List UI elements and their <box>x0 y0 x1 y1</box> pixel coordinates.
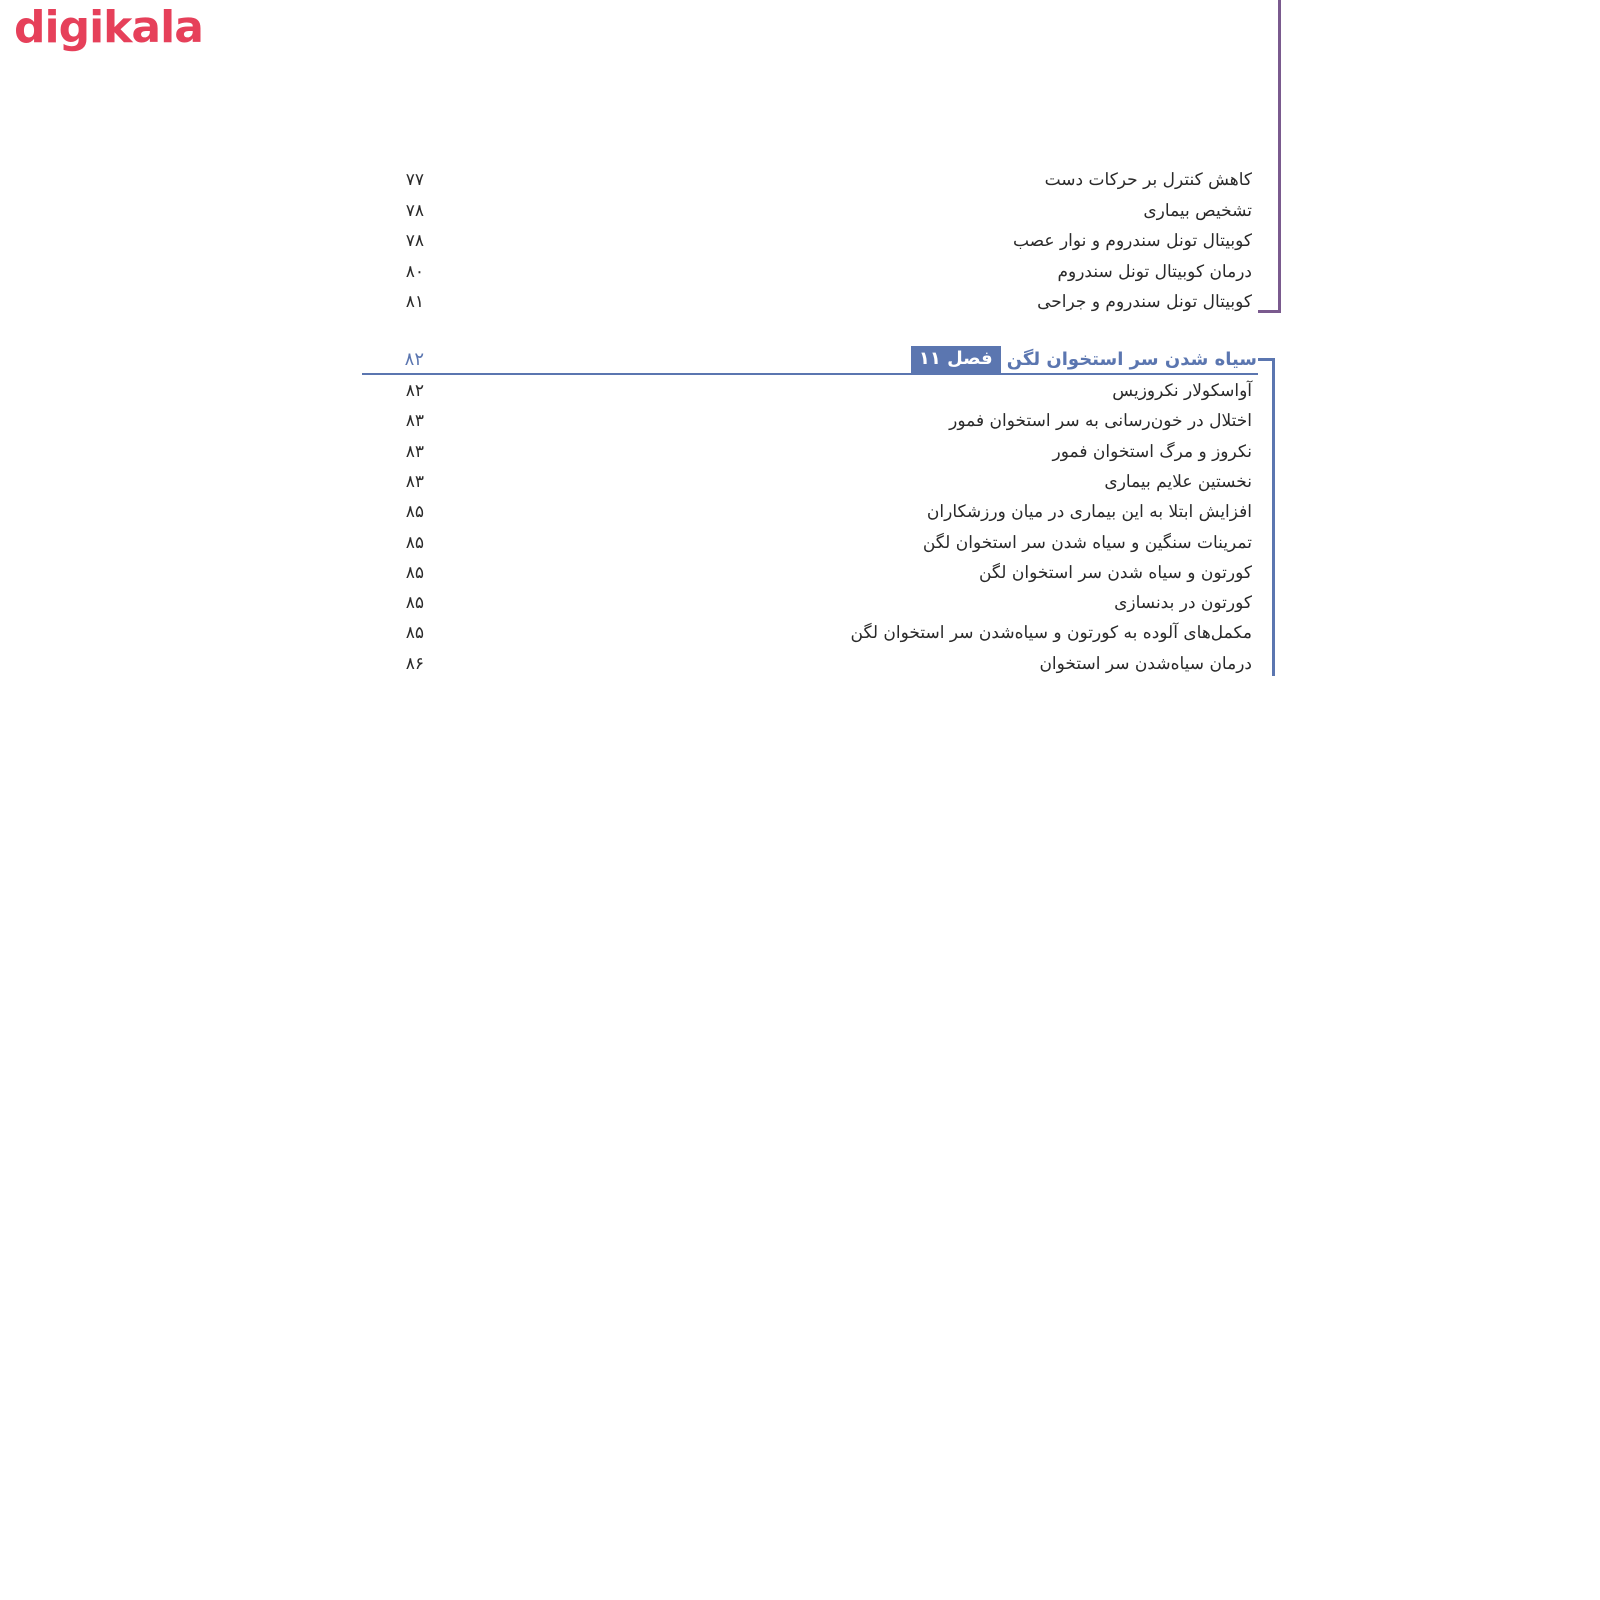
chapter-bracket-head <box>1258 358 1275 361</box>
chapter-page-number: ۸۲ <box>404 348 424 370</box>
toc-entry-page: ۸۰ <box>405 261 424 282</box>
toc-entry[interactable] <box>360 467 1252 497</box>
toc-entry-title: نکروز و مرگ استخوان فمور <box>1052 441 1252 462</box>
toc-entry-page: ۸۶ <box>405 653 424 674</box>
toc-entry-page: ۷۸ <box>405 200 424 221</box>
toc-entry-title: آواسکولار نکروزیس <box>1112 381 1252 401</box>
toc-entry[interactable] <box>360 528 1252 558</box>
toc-entry-page: ۸۵ <box>405 593 424 614</box>
toc-entry[interactable] <box>360 287 1252 317</box>
toc-entry-title: نخستین علایم بیماری <box>1104 471 1252 492</box>
toc-entry[interactable] <box>360 558 1252 588</box>
toc-entry[interactable] <box>360 437 1252 467</box>
chapter-bracket-vertical <box>1272 358 1275 676</box>
chapter-title: سیاه شدن سر استخوان لگن <box>1006 348 1257 370</box>
chapter-title-group <box>911 346 1257 373</box>
digikala-logo[interactable]: digikala <box>14 2 203 53</box>
toc-entry-title: کورتون و سیاه شدن سر استخوان لگن <box>978 562 1252 583</box>
toc-entry[interactable] <box>360 226 1252 256</box>
toc-entry[interactable] <box>360 406 1252 436</box>
toc-entry-page: ۸۲ <box>405 381 424 401</box>
toc-entry-page: ۸۳ <box>405 411 424 432</box>
toc-entry-title: تمرینات سنگین و سیاه شدن سر استخوان لگن <box>922 532 1252 553</box>
toc-entry[interactable] <box>360 649 1252 679</box>
toc-entry-page: ۸۳ <box>405 471 424 492</box>
toc-entry-page: ۸۵ <box>405 562 424 583</box>
previous-chapter-bracket-vertical <box>1278 0 1281 313</box>
toc-entry-title: کورتون در بدنسازی <box>1114 593 1252 614</box>
toc-entry-title: کوبیتال تونل سندروم و نوار عصب <box>1012 231 1252 251</box>
toc-entry-title: کوبیتال تونل سندروم و جراحی <box>1037 292 1252 312</box>
toc-entry[interactable] <box>360 257 1252 287</box>
toc-entry[interactable] <box>360 588 1252 618</box>
toc-entry-title: کاهش کنترل بر حرکات دست <box>1044 170 1252 190</box>
previous-chapter-bracket-foot <box>1258 310 1281 313</box>
toc-entry[interactable] <box>360 196 1252 226</box>
toc-entry-page: ۸۱ <box>405 292 424 312</box>
toc-entry-page: ۸۵ <box>405 532 424 553</box>
toc-entry-title: درمان کوبیتال تونل سندروم <box>1057 261 1252 282</box>
toc-entry[interactable] <box>360 376 1252 406</box>
toc-entry-title: تشخیص بیماری <box>1143 200 1252 221</box>
toc-entry[interactable] <box>360 165 1252 195</box>
toc-entry-page: ۸۳ <box>405 441 424 462</box>
toc-entry-title: افزایش ابتلا به این بیماری در میان ورزشکاران <box>926 502 1252 523</box>
toc-entry-page: ۷۸ <box>405 231 424 251</box>
chapter-heading[interactable] <box>360 344 1257 374</box>
toc-entry[interactable] <box>360 497 1252 527</box>
toc-entry-page: ۸۵ <box>405 502 424 523</box>
toc-entry-title: مکمل‌های آلوده به کورتون و سیاه‌شدن سر استخوان لگن <box>850 623 1252 644</box>
toc-entry-title: اختلال در خون‌رسانی به سر استخوان فمور <box>949 411 1252 432</box>
toc-entry-title: درمان سیاه‌شدن سر استخوان <box>1039 653 1252 674</box>
toc-entry-page: ۸۵ <box>405 623 424 644</box>
toc-entry[interactable] <box>360 618 1252 648</box>
toc-entry-page: ۷۷ <box>405 170 424 190</box>
chapter-badge: فصل ۱۱ <box>911 346 1001 373</box>
